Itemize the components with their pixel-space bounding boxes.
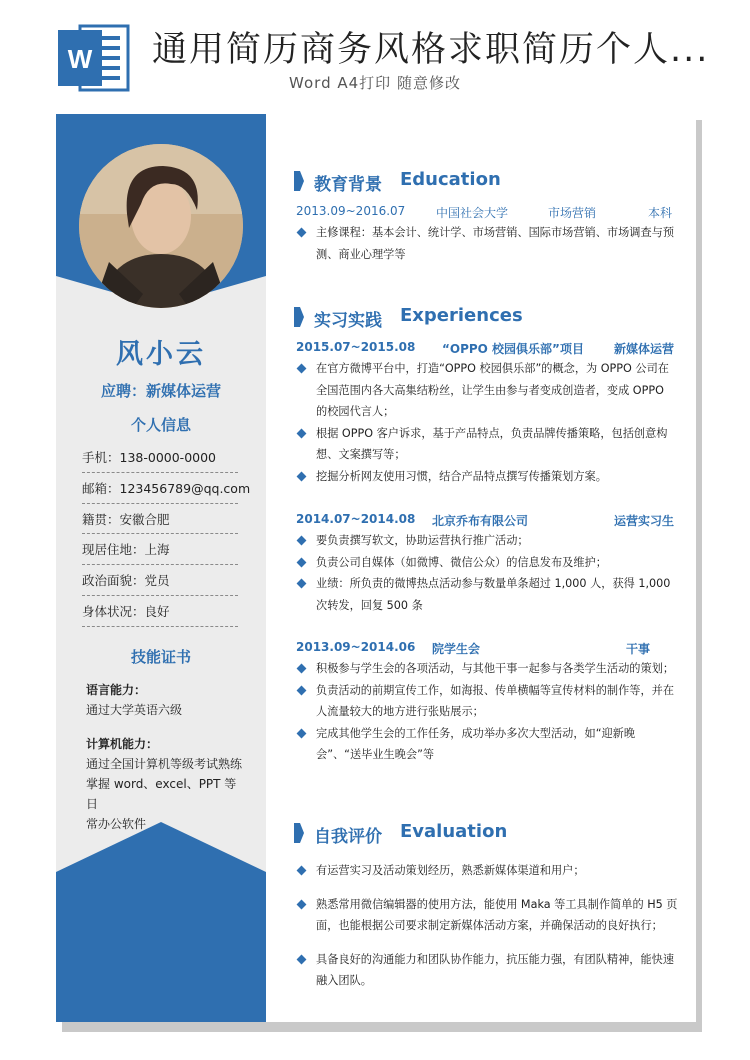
section-marker-icon	[294, 171, 304, 191]
info-residence: 现居住地：上海	[82, 534, 238, 565]
edu-period: 2013.09~2016.07	[296, 204, 406, 218]
job-role: 新媒体运营	[613, 342, 674, 356]
list-item: 积极参与学生会的各项活动，与其他干事一起参与各类学生活动的策划；	[296, 658, 678, 680]
bullet-diamond-icon	[297, 899, 307, 909]
job-org: “OPPO 校园俱乐部”项目	[442, 342, 584, 356]
job-role: 干事	[625, 642, 650, 656]
bullet-diamond-icon	[297, 664, 307, 674]
job-period: 2015.07~2015.08	[296, 340, 416, 354]
edu-major: 市场营销	[548, 206, 597, 220]
personal-info-list	[82, 442, 251, 627]
bullet-diamond-icon	[297, 579, 307, 589]
section-marker-icon	[294, 823, 304, 843]
skill-language	[86, 680, 246, 720]
skill-text-line: 通过全国计算机等级考试熟练	[86, 757, 243, 771]
resume-main	[266, 114, 696, 1022]
list-item: 具备良好的沟通能力和团队协作能力，抗压能力强，有团队精神，能快速融入团队。	[296, 949, 678, 992]
job-meta	[296, 640, 674, 658]
list-item: 挖掘分析网友使用习惯，结合产品特点撰写传播策划方案。	[296, 466, 678, 488]
job-meta	[296, 340, 674, 358]
bullet-diamond-icon	[297, 685, 307, 695]
bullet-diamond-icon	[297, 471, 307, 481]
list-item: 要负责撰写软文，协助运营执行推广活动；	[296, 530, 678, 552]
skill-computer	[86, 734, 246, 834]
info-email: 邮箱：123456789@qq.com	[82, 473, 238, 504]
section-title-zh: 自我评价	[314, 827, 382, 847]
job-org: 院学生会	[432, 642, 481, 656]
document-header	[0, 0, 750, 108]
bullet-diamond-icon	[297, 364, 307, 374]
education-bullets	[296, 222, 678, 265]
list-item: 在官方微博平台中，打造“OPPO 校园俱乐部”的概念，为 OPPO 公司在全国范围内各大高集结粉丝，让学生由参与者变成创造者，变成 OPPO 的校园代言人；	[296, 358, 678, 423]
list-item: 主修课程：基本会计、统计学、市场营销、国际市场营销、市场调查与预测、商业心理学等	[296, 222, 678, 265]
skill-text: 通过大学英语六级	[86, 703, 183, 717]
list-item: 有运营实习及活动策划经历，熟悉新媒体渠道和用户；	[296, 860, 678, 882]
resume-sidebar	[56, 114, 266, 1022]
bullet-diamond-icon	[297, 728, 307, 738]
avatar-photo	[79, 144, 243, 308]
list-item: 根据 OPPO 客户诉求，基于产品特点，负责品牌传播策略，包括创意构想、文案撰写等；	[296, 423, 678, 466]
candidate-name: 风小云	[116, 339, 206, 370]
section-title-zh: 教育背景	[314, 175, 382, 195]
section-marker-icon	[294, 307, 304, 327]
skills-heading: 技能证书	[130, 648, 191, 666]
edu-degree: 本科	[648, 206, 673, 220]
bullet-diamond-icon	[297, 866, 307, 876]
job-period: 2014.07~2014.08	[296, 512, 416, 526]
edu-school: 中国社会大学	[436, 206, 509, 220]
skill-text-line: 掌握 word、excel、PPT 等日	[86, 777, 237, 811]
section-title-en: Education	[400, 169, 501, 190]
job-period: 2013.09~2014.06	[296, 640, 416, 654]
job-role: 运营实习生	[613, 514, 674, 528]
skill-title: 语言能力：	[86, 683, 147, 697]
section-title-en: Experiences	[400, 305, 523, 326]
bullet-diamond-icon	[297, 228, 307, 238]
section-title-zh: 实习实践	[314, 311, 382, 331]
bullet-diamond-icon	[297, 428, 307, 438]
info-health: 身体状况：良好	[82, 596, 238, 627]
sidebar-bottom-banner	[56, 822, 266, 1022]
skill-title: 计算机能力：	[86, 737, 159, 751]
evaluation-bullets	[296, 860, 678, 992]
job-bullets	[296, 358, 678, 487]
section-title-en: Evaluation	[400, 821, 508, 842]
info-political-status: 政治面貌：党员	[82, 565, 238, 596]
list-item: 负责活动的前期宣传工作，如海报、传单横幅等宣传材料的制作等，并在人流量较大的地方进行张贴展示；	[296, 680, 678, 723]
applied-position: 应聘：新媒体运营	[100, 382, 221, 400]
resume-page	[56, 114, 696, 1022]
page-subtitle: Word A4打印 随意修改	[289, 74, 461, 92]
list-item: 熟悉常用微信编辑器的使用方法，能使用 Maka 等工具制作简单的 H5 页面，也能根据公司要求制定新媒体活动方案，并确保活动的良好执行；	[296, 894, 678, 937]
bullet-diamond-icon	[297, 536, 307, 546]
info-phone: 手机：138-0000-0000	[82, 442, 238, 473]
bullet-diamond-icon	[297, 954, 307, 964]
list-item: 业绩：所负责的微博热点活动参与数量单条超过 1,000 人，获得 1,000 次转发，回复 500 条	[296, 573, 678, 616]
info-hometown: 籍贯：安徽合肥	[82, 504, 238, 535]
svg-text:W: W	[67, 44, 93, 74]
skill-text-line: 常办公软件	[86, 817, 147, 831]
job-meta	[296, 512, 674, 530]
job-bullets	[296, 658, 678, 766]
personal-info-heading: 个人信息	[130, 416, 191, 434]
job-bullets	[296, 530, 678, 616]
page-title: 通用简历商务风格求职简历个人...	[152, 30, 710, 70]
education-meta	[296, 204, 674, 222]
list-item: 完成其他学生会的工作任务，成功举办多次大型活动，如“迎新晚会”、“送毕业生晚会”等	[296, 723, 678, 766]
bullet-diamond-icon	[297, 557, 307, 567]
job-org: 北京乔布有限公司	[432, 514, 529, 528]
list-item: 负责公司自媒体（如微博、微信公众）的信息发布及维护；	[296, 552, 678, 574]
